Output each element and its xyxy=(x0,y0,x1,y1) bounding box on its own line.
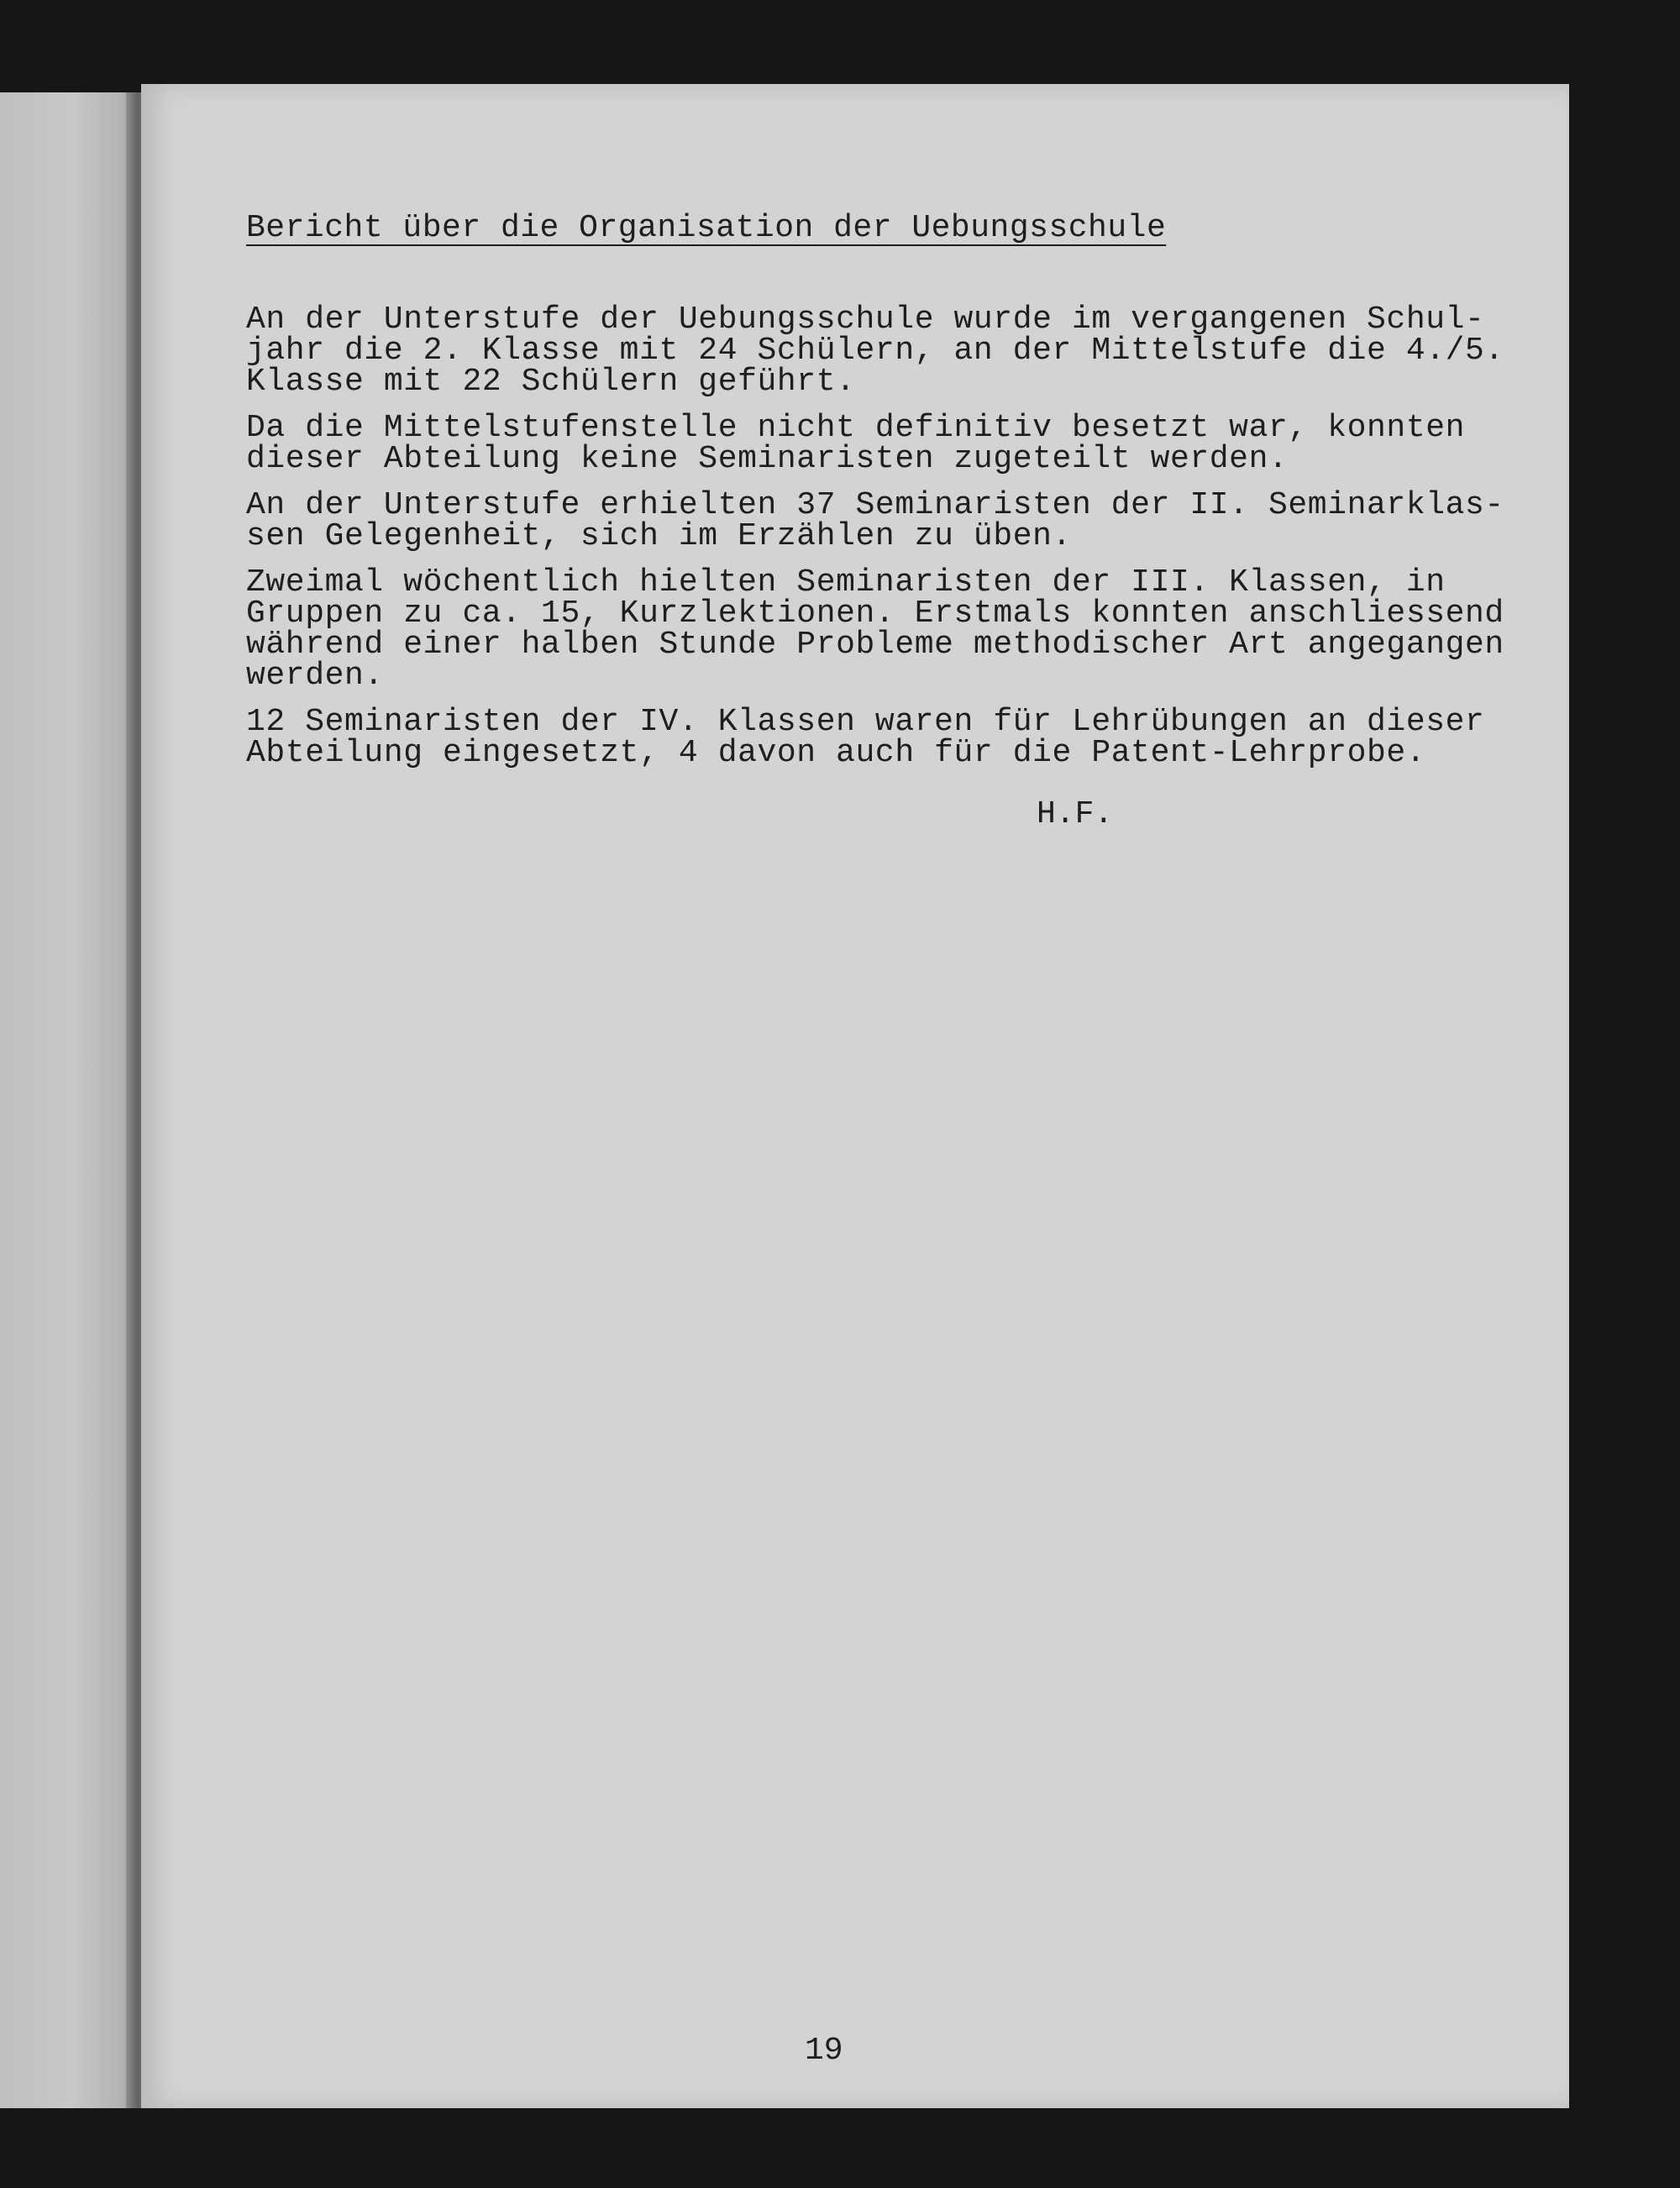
text-line: sen Gelegenheit, sich im Erzählen zu üben. xyxy=(246,518,1072,554)
text-line: während einer halben Stunde Probleme methodischer Art angegangen xyxy=(246,627,1504,663)
document-title: Bericht über die Organisation der Uebungsschule xyxy=(246,210,1167,246)
text-line: An der Unterstufe der Uebungsschule wurde im vergangenen Schul- xyxy=(246,302,1485,338)
text-line: dieser Abteilung keine Seminaristen zugeteilt werden. xyxy=(246,441,1289,477)
text-line: Zweimal wöchentlich hielten Seminaristen der III. Klassen, in xyxy=(246,564,1446,601)
text-line: 12 Seminaristen der IV. Klassen waren für Lehrübungen an dieser xyxy=(246,704,1485,740)
paragraph-3 xyxy=(246,487,1504,554)
text-line: An der Unterstufe erhielten 37 Seminaristen der II. Seminarklas- xyxy=(246,487,1504,523)
paragraph-2 xyxy=(246,412,1473,475)
text-line: jahr die 2. Klasse mit 24 Schülern, an der Mittelstufe die 4./5. xyxy=(246,333,1504,369)
left-facing-page xyxy=(0,80,143,2108)
text-line: Da die Mittelstufenstelle nicht definitiv besetzt war, konnten xyxy=(246,410,1466,446)
paragraph-1 xyxy=(246,302,1504,400)
text-line: Abteilung eingesetzt, 4 davon auch für die Patent-Lehrprobe. xyxy=(246,735,1426,771)
signature-initials: H.F. xyxy=(1037,796,1114,832)
text-line: Gruppen zu ca. 15, Kurzlektionen. Erstmals konnten anschliessend xyxy=(246,596,1504,632)
text-line: Klasse mit 22 Schülern geführt. xyxy=(246,364,856,400)
page-number: 19 xyxy=(805,2033,843,2069)
document-page xyxy=(141,84,1569,2108)
text-line: werden. xyxy=(246,658,384,694)
document-body xyxy=(246,302,1504,784)
paragraph-4 xyxy=(246,564,1504,694)
paragraph-5 xyxy=(246,704,1485,771)
